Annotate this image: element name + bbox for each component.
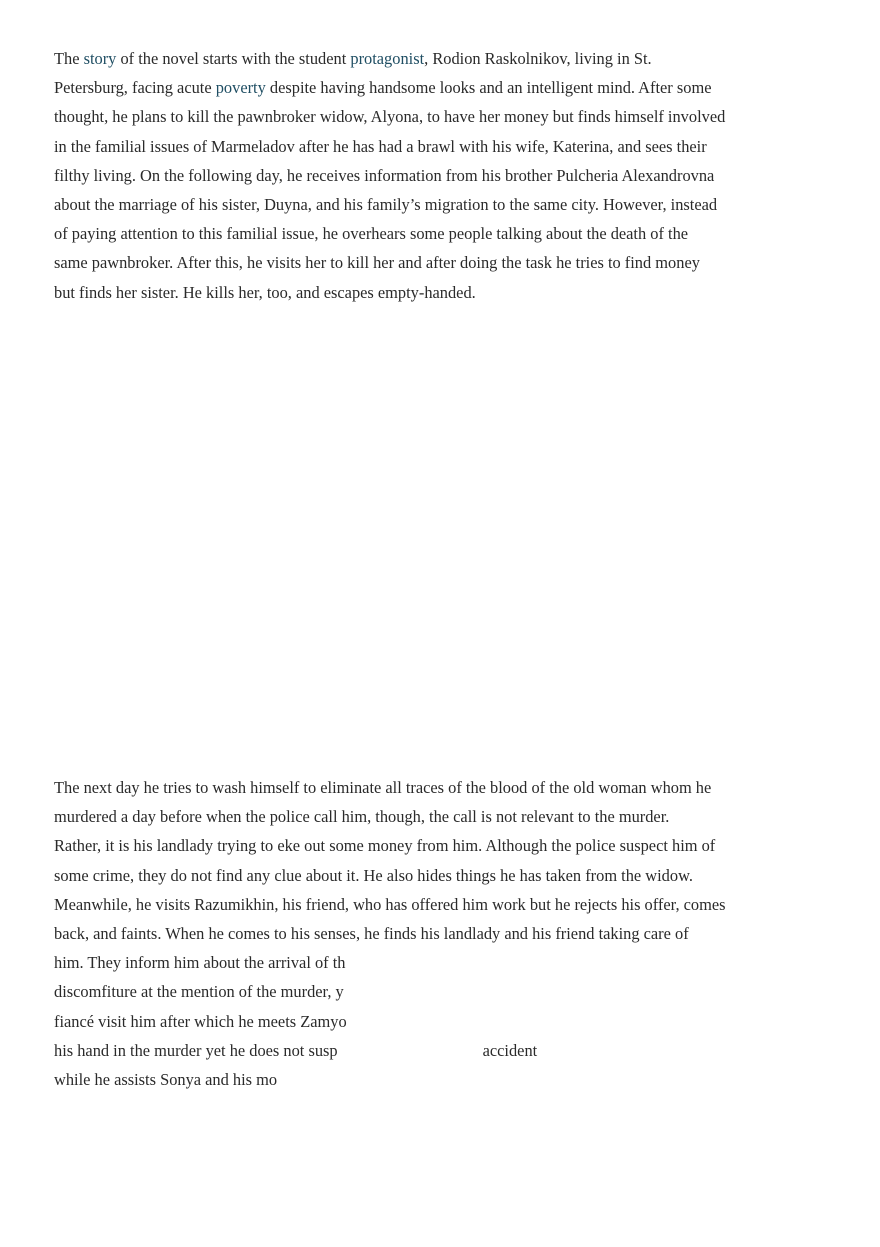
text-span: accident xyxy=(482,1040,538,1060)
text-span: his hand in the murder yet he does not susp xyxy=(54,1040,338,1060)
text-line: back, and faints. When he comes to his senses, he finds his landlady and his friend taking care of xyxy=(54,924,689,944)
text-line: some crime, they do not find any clue about it. He also hides things he has taken from the widow. xyxy=(54,865,693,885)
link-story[interactable]: story xyxy=(83,49,117,68)
text-line: same pawnbroker. After this, he visits her to kill her and after doing the task he tries to find money xyxy=(54,253,700,273)
text-line xyxy=(54,1036,774,1065)
text-span: The xyxy=(54,49,84,68)
text-line: The next day he tries to wash himself to eliminate all traces of the blood of the old woman whom he xyxy=(54,778,712,797)
text-line: Rather, it is his landlady trying to eke out some money from him. Although the police suspect him of xyxy=(54,836,716,856)
text-line: discomfiture at the mention of the murder, y xyxy=(54,982,344,1002)
text-line: fiancé visit him after which he meets Zamyo xyxy=(54,1011,347,1031)
text-span: of the novel starts with the student xyxy=(116,49,351,68)
link-poverty[interactable]: poverty xyxy=(215,78,266,98)
text-line: but finds her sister. He kills her, too, and escapes empty-handed. xyxy=(54,282,476,302)
text-line: about the marriage of his sister, Duyna, and his family’s migration to the same city. However, instead xyxy=(54,195,718,215)
text-span: despite having handsome looks and an intelligent mind. After some xyxy=(265,78,712,98)
text-span: , Rodion Raskolnikov, living in St. xyxy=(424,49,652,68)
paragraph-plot-summary-1 xyxy=(54,44,774,307)
text-span: Petersburg, facing acute xyxy=(54,78,216,98)
text-line: of paying attention to this familial issue, he overhears some people talking about the death of the xyxy=(54,224,689,244)
text-line: filthy living. On the following day, he receives information from his brother Pulcheria Alexandrovna xyxy=(54,165,715,185)
text-line: while he assists Sonya and his mo xyxy=(54,1070,278,1090)
text-line: Meanwhile, he visits Razumikhin, his friend, who has offered him work but he rejects his offer, comes xyxy=(54,894,726,914)
text-line: murdered a day before when the police call him, though, the call is not relevant to the murder. xyxy=(54,807,670,827)
text-line: in the familial issues of Marmeladov after he has had a brawl with his wife, Katerina, and sees their xyxy=(54,136,707,156)
text-line xyxy=(54,73,774,102)
paragraph-plot-summary-2 xyxy=(54,773,774,1094)
link-protagonist[interactable]: protagonist xyxy=(350,49,425,68)
text-line xyxy=(54,44,774,73)
text-line: thought, he plans to kill the pawnbroker widow, Alyona, to have her money but finds himself involved xyxy=(54,107,726,127)
text-line: him. They inform him about the arrival of th xyxy=(54,953,346,973)
